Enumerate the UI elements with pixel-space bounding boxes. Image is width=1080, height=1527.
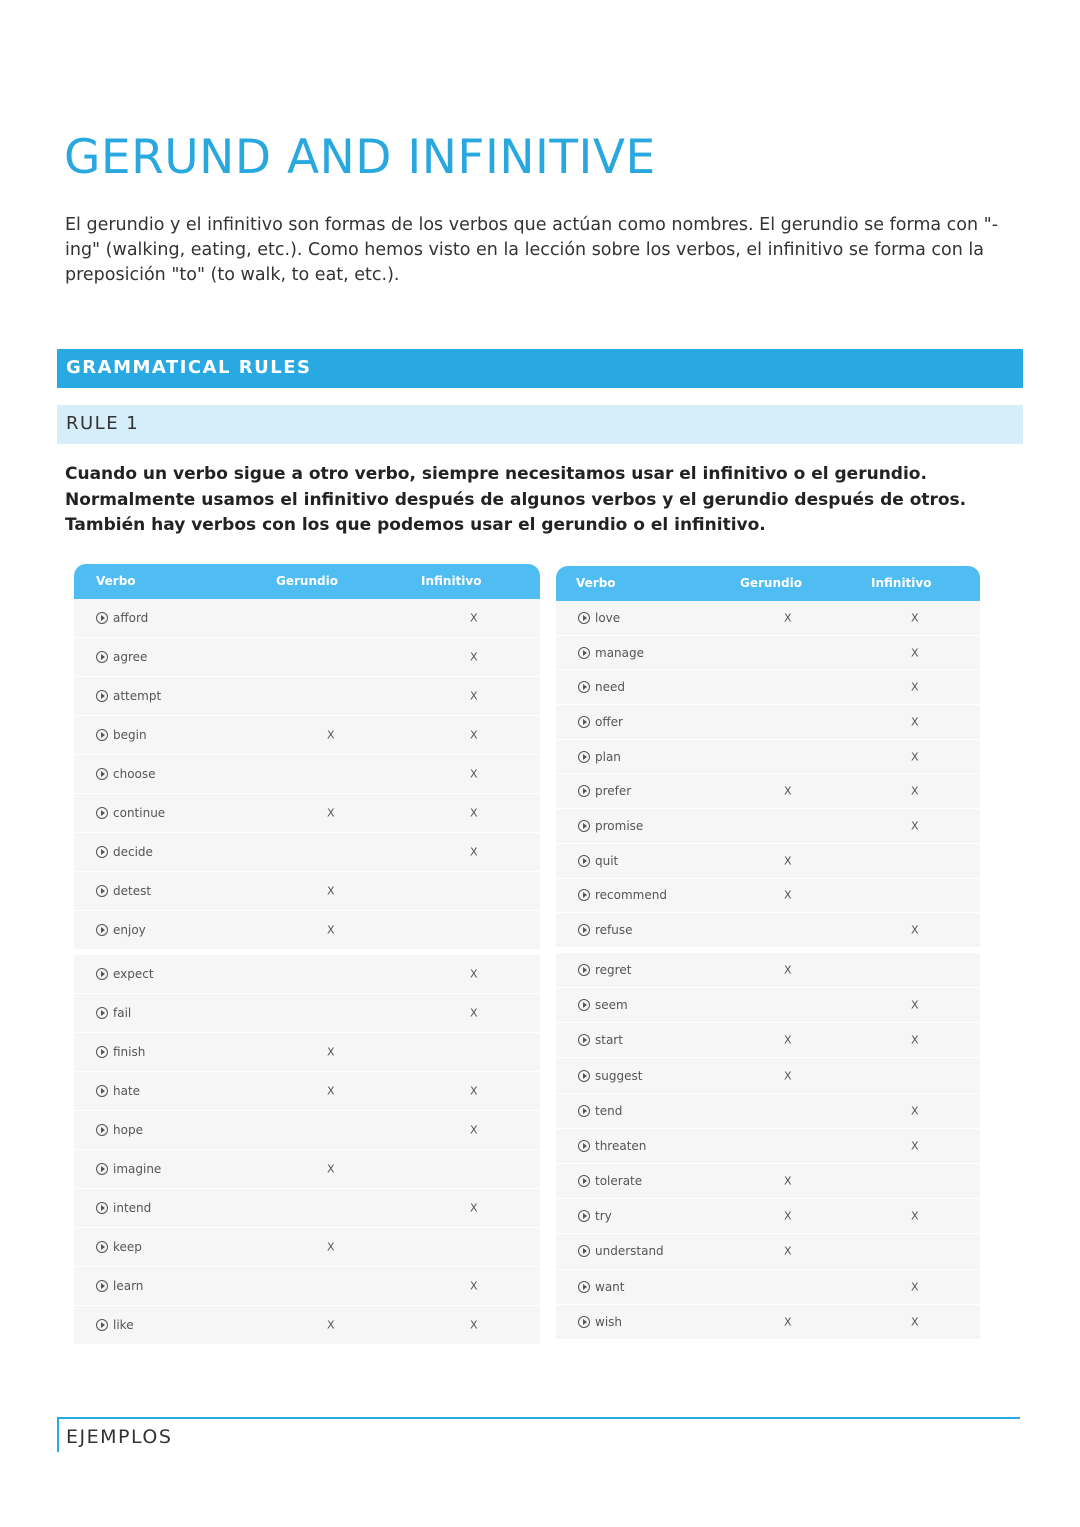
table-row (74, 1033, 540, 1072)
infinitive-mark: X (470, 611, 478, 625)
play-audio-icon[interactable] (96, 1046, 108, 1058)
table-row (74, 1228, 540, 1267)
verb-label: try (595, 1209, 612, 1224)
verb-cell[interactable] (578, 1069, 642, 1083)
table-row (556, 913, 980, 948)
header-infinitive: Infinitivo (871, 576, 932, 590)
verb-cell[interactable] (578, 784, 631, 798)
table-row (556, 1270, 980, 1305)
section-title: GRAMMATICAL RULES (66, 357, 312, 378)
play-audio-icon[interactable] (578, 612, 590, 624)
play-audio-icon[interactable] (578, 855, 590, 867)
verb-label: threaten (595, 1138, 647, 1153)
verb-label: finish (113, 1045, 146, 1059)
table-row (74, 994, 540, 1033)
infinitive-mark: X (911, 1104, 919, 1118)
header-verb: Verbo (96, 574, 136, 588)
verb-label: plan (595, 749, 621, 764)
table-row (74, 1189, 540, 1228)
table-row (74, 955, 540, 994)
table-row (556, 774, 980, 809)
play-audio-icon[interactable] (96, 807, 108, 819)
verb-label: attempt (113, 689, 162, 703)
verb-label: regret (595, 962, 632, 977)
play-audio-icon[interactable] (96, 1280, 108, 1292)
verb-label: quit (595, 853, 619, 868)
play-audio-icon[interactable] (578, 681, 590, 693)
infinitive-mark: X (911, 750, 919, 764)
play-audio-icon[interactable] (578, 1105, 590, 1117)
infinitive-mark: X (911, 646, 919, 660)
gerund-mark: X (327, 1240, 335, 1254)
table-row (556, 879, 980, 914)
play-audio-icon[interactable] (578, 964, 590, 976)
verb-cell[interactable] (578, 963, 631, 977)
verb-cell[interactable] (96, 689, 161, 703)
verb-cell[interactable] (578, 1104, 622, 1118)
infinitive-mark: X (470, 689, 478, 703)
verb-cell[interactable] (96, 967, 154, 981)
infinitive-mark: X (911, 1280, 919, 1294)
table-header (74, 564, 540, 599)
verb-label: decide (113, 845, 153, 859)
play-audio-icon[interactable] (96, 1202, 108, 1214)
infinitive-mark: X (911, 784, 919, 798)
verb-label: detest (113, 884, 152, 898)
verb-cell[interactable] (96, 1123, 143, 1137)
verb-cell[interactable] (96, 611, 148, 625)
verb-cell[interactable] (578, 715, 623, 729)
rule-text: Cuando un verbo sigue a otro verbo, siempre necesitamos usar el infinitivo o el gerundio. Normalmente usamos el infinitivo después de algunos verbos y el gerundio después de otros. También hay verbos con los que podemos usar el gerundio o el infinitivo. (65, 464, 967, 535)
infinitive-mark: X (911, 1315, 919, 1329)
gerund-mark: X (784, 1209, 792, 1223)
table-row (74, 1072, 540, 1111)
play-audio-icon[interactable] (578, 924, 590, 936)
verb-cell[interactable] (578, 923, 633, 937)
verb-label: understand (595, 1244, 664, 1259)
play-audio-icon[interactable] (578, 889, 590, 901)
infinitive-mark: X (470, 845, 478, 859)
table-row (556, 601, 980, 636)
infinitive-mark: X (470, 1123, 478, 1137)
table-row (74, 755, 540, 794)
play-audio-icon[interactable] (578, 1175, 590, 1187)
header-infinitive: Infinitivo (421, 574, 482, 588)
play-audio-icon[interactable] (578, 1245, 590, 1257)
play-audio-icon[interactable] (578, 1070, 590, 1082)
table-row (556, 988, 980, 1023)
infinitive-mark: X (911, 611, 919, 625)
play-audio-icon[interactable] (96, 1085, 108, 1097)
infinitive-mark: X (911, 819, 919, 833)
play-audio-icon[interactable] (578, 785, 590, 797)
verb-label: begin (113, 728, 147, 742)
gerund-mark: X (784, 1244, 792, 1258)
header-gerund: Gerundio (740, 576, 802, 590)
infinitive-mark: X (911, 1209, 919, 1223)
gerund-mark: X (784, 611, 792, 625)
table-row (74, 1306, 540, 1345)
verb-label: imagine (113, 1162, 162, 1176)
verb-cell[interactable] (578, 1174, 642, 1188)
verb-label: keep (113, 1240, 142, 1254)
verb-label: learn (113, 1279, 144, 1293)
table-row (74, 599, 540, 638)
verb-table-left (74, 564, 540, 1345)
gerund-mark: X (784, 1033, 792, 1047)
table-row (74, 794, 540, 833)
verb-label: tolerate (595, 1174, 643, 1189)
table-row (74, 833, 540, 872)
verb-cell[interactable] (96, 1084, 140, 1098)
table-row (556, 636, 980, 671)
verb-label: agree (113, 650, 148, 664)
gerund-mark: X (327, 923, 335, 937)
table-row (556, 670, 980, 705)
rule-header (57, 405, 1023, 444)
verb-label: offer (595, 714, 623, 729)
play-audio-icon[interactable] (96, 768, 108, 780)
play-audio-icon[interactable] (96, 924, 108, 936)
gerund-mark: X (327, 806, 335, 820)
verb-cell[interactable] (578, 888, 667, 902)
table-row (74, 716, 540, 755)
infinitive-mark: X (470, 806, 478, 820)
play-audio-icon[interactable] (578, 820, 590, 832)
table-row (556, 1023, 980, 1058)
verb-cell[interactable] (96, 1318, 134, 1332)
table-row (74, 911, 540, 950)
page-title: GERUND AND INFINITIVE (64, 130, 656, 185)
verb-cell[interactable] (96, 1045, 145, 1059)
infinitive-mark: X (911, 1139, 919, 1153)
verb-cell[interactable] (96, 845, 153, 859)
infinitive-mark: X (470, 767, 478, 781)
verb-label: fail (113, 1006, 132, 1020)
verb-label: enjoy (113, 923, 146, 937)
table-row (556, 809, 980, 844)
verb-label: promise (595, 818, 644, 833)
gerund-mark: X (327, 1162, 335, 1176)
table-row (74, 1111, 540, 1150)
verb-label: wish (595, 1314, 623, 1329)
verb-cell[interactable] (96, 884, 151, 898)
gerund-mark: X (784, 1315, 792, 1329)
table-row (74, 1267, 540, 1306)
verb-label: like (113, 1318, 134, 1332)
infinitive-mark: X (911, 923, 919, 937)
verb-cell[interactable] (578, 750, 621, 764)
verb-cell[interactable] (578, 680, 625, 694)
table-body (556, 601, 980, 1340)
infinitive-mark: X (911, 715, 919, 729)
verb-cell[interactable] (96, 1201, 151, 1215)
verb-label: suggest (595, 1068, 643, 1083)
verb-label: hope (113, 1123, 143, 1137)
play-audio-icon[interactable] (96, 1163, 108, 1175)
infinitive-mark: X (470, 967, 478, 981)
verb-label: manage (595, 645, 645, 660)
table-row (74, 1150, 540, 1189)
table-row (556, 740, 980, 775)
play-audio-icon[interactable] (96, 1241, 108, 1253)
verb-label: hate (113, 1084, 141, 1098)
table-row (556, 844, 980, 879)
play-audio-icon[interactable] (578, 1281, 590, 1293)
verb-cell[interactable] (96, 767, 156, 781)
play-audio-icon[interactable] (96, 846, 108, 858)
verb-cell[interactable] (578, 1033, 623, 1047)
table-row (556, 1199, 980, 1234)
verb-label: refuse (595, 923, 633, 938)
verb-label: seem (595, 998, 628, 1013)
verb-label: intend (113, 1201, 152, 1215)
verb-cell[interactable] (578, 854, 618, 868)
play-audio-icon[interactable] (578, 1210, 590, 1222)
table-row (556, 1164, 980, 1199)
infinitive-mark: X (470, 1201, 478, 1215)
infinitive-mark: X (911, 998, 919, 1012)
table-row (556, 1058, 980, 1093)
table-row (556, 1129, 980, 1164)
infinitive-mark: X (470, 1006, 478, 1020)
infinitive-mark: X (911, 1033, 919, 1047)
table-row (556, 1094, 980, 1129)
verb-label: choose (113, 767, 156, 781)
play-audio-icon[interactable] (578, 647, 590, 659)
verb-cell[interactable] (578, 1209, 612, 1223)
play-audio-icon[interactable] (96, 885, 108, 897)
gerund-mark: X (784, 1069, 792, 1083)
table-row (74, 872, 540, 911)
infinitive-mark: X (911, 680, 919, 694)
verb-cell[interactable] (96, 1006, 131, 1020)
table-body (74, 599, 540, 1345)
gerund-mark: X (327, 884, 335, 898)
verb-label: want (595, 1279, 625, 1294)
verb-label: love (595, 610, 621, 625)
verb-table-right (556, 566, 980, 1340)
table-row (556, 1234, 980, 1269)
play-audio-icon[interactable] (96, 1007, 108, 1019)
verb-cell[interactable] (578, 1139, 646, 1153)
table-row (556, 1305, 980, 1340)
play-audio-icon[interactable] (578, 716, 590, 728)
play-audio-icon[interactable] (578, 1034, 590, 1046)
intro-paragraph: El gerundio y el infinitivo son formas de los verbos que actúan como nombres. El gerundio se forma con "-ing" (walking, eating, etc.). Como hemos visto en la lección sobre los verbos, el infinitivo se forma con la preposición "to" (to walk, to eat, etc.). (65, 215, 999, 285)
play-audio-icon[interactable] (96, 968, 108, 980)
table-header (556, 566, 980, 601)
play-audio-icon[interactable] (578, 1316, 590, 1328)
infinitive-mark: X (470, 650, 478, 664)
verb-label: start (595, 1033, 623, 1048)
gerund-mark: X (784, 888, 792, 902)
examples-header (57, 1417, 1020, 1452)
play-audio-icon[interactable] (578, 999, 590, 1011)
play-audio-icon[interactable] (96, 651, 108, 663)
gerund-mark: X (327, 1045, 335, 1059)
infinitive-mark: X (470, 1279, 478, 1293)
verb-cell[interactable] (578, 611, 620, 625)
verb-label: expect (113, 967, 154, 981)
verb-label: prefer (595, 784, 632, 799)
verb-cell[interactable] (96, 1240, 142, 1254)
examples-title: EJEMPLOS (66, 1426, 173, 1448)
verb-cell[interactable] (96, 806, 165, 820)
verb-cell[interactable] (96, 728, 147, 742)
gerund-mark: X (784, 963, 792, 977)
verb-cell[interactable] (578, 819, 643, 833)
infinitive-mark: X (470, 1084, 478, 1098)
verb-cell[interactable] (578, 1280, 624, 1294)
section-header (57, 349, 1023, 388)
header-verb: Verbo (576, 576, 616, 590)
verb-cell[interactable] (96, 650, 147, 664)
gerund-mark: X (327, 1318, 335, 1332)
rule-title: RULE 1 (66, 413, 140, 434)
play-audio-icon[interactable] (96, 612, 108, 624)
play-audio-icon[interactable] (96, 690, 108, 702)
verb-label: continue (113, 806, 166, 820)
play-audio-icon[interactable] (96, 729, 108, 741)
header-gerund: Gerundio (276, 574, 338, 588)
verb-cell[interactable] (96, 1162, 161, 1176)
verb-label: tend (595, 1103, 623, 1118)
table-row (556, 953, 980, 988)
table-row (74, 638, 540, 677)
gerund-mark: X (784, 784, 792, 798)
gerund-mark: X (327, 1084, 335, 1098)
verb-cell[interactable] (578, 1244, 664, 1258)
play-audio-icon[interactable] (578, 751, 590, 763)
play-audio-icon[interactable] (96, 1124, 108, 1136)
table-row (556, 705, 980, 740)
verb-label: need (595, 680, 625, 695)
gerund-mark: X (784, 854, 792, 868)
play-audio-icon[interactable] (578, 1140, 590, 1152)
gerund-mark: X (327, 728, 335, 742)
verb-cell[interactable] (96, 923, 146, 937)
verb-label: recommend (595, 888, 667, 903)
verb-label: afford (113, 611, 149, 625)
table-row (74, 677, 540, 716)
verb-cell[interactable] (578, 1315, 622, 1329)
gerund-mark: X (784, 1174, 792, 1188)
infinitive-mark: X (470, 1318, 478, 1332)
verb-cell[interactable] (578, 646, 644, 660)
play-audio-icon[interactable] (96, 1319, 108, 1331)
verb-cell[interactable] (96, 1279, 143, 1293)
verb-cell[interactable] (578, 998, 628, 1012)
infinitive-mark: X (470, 728, 478, 742)
